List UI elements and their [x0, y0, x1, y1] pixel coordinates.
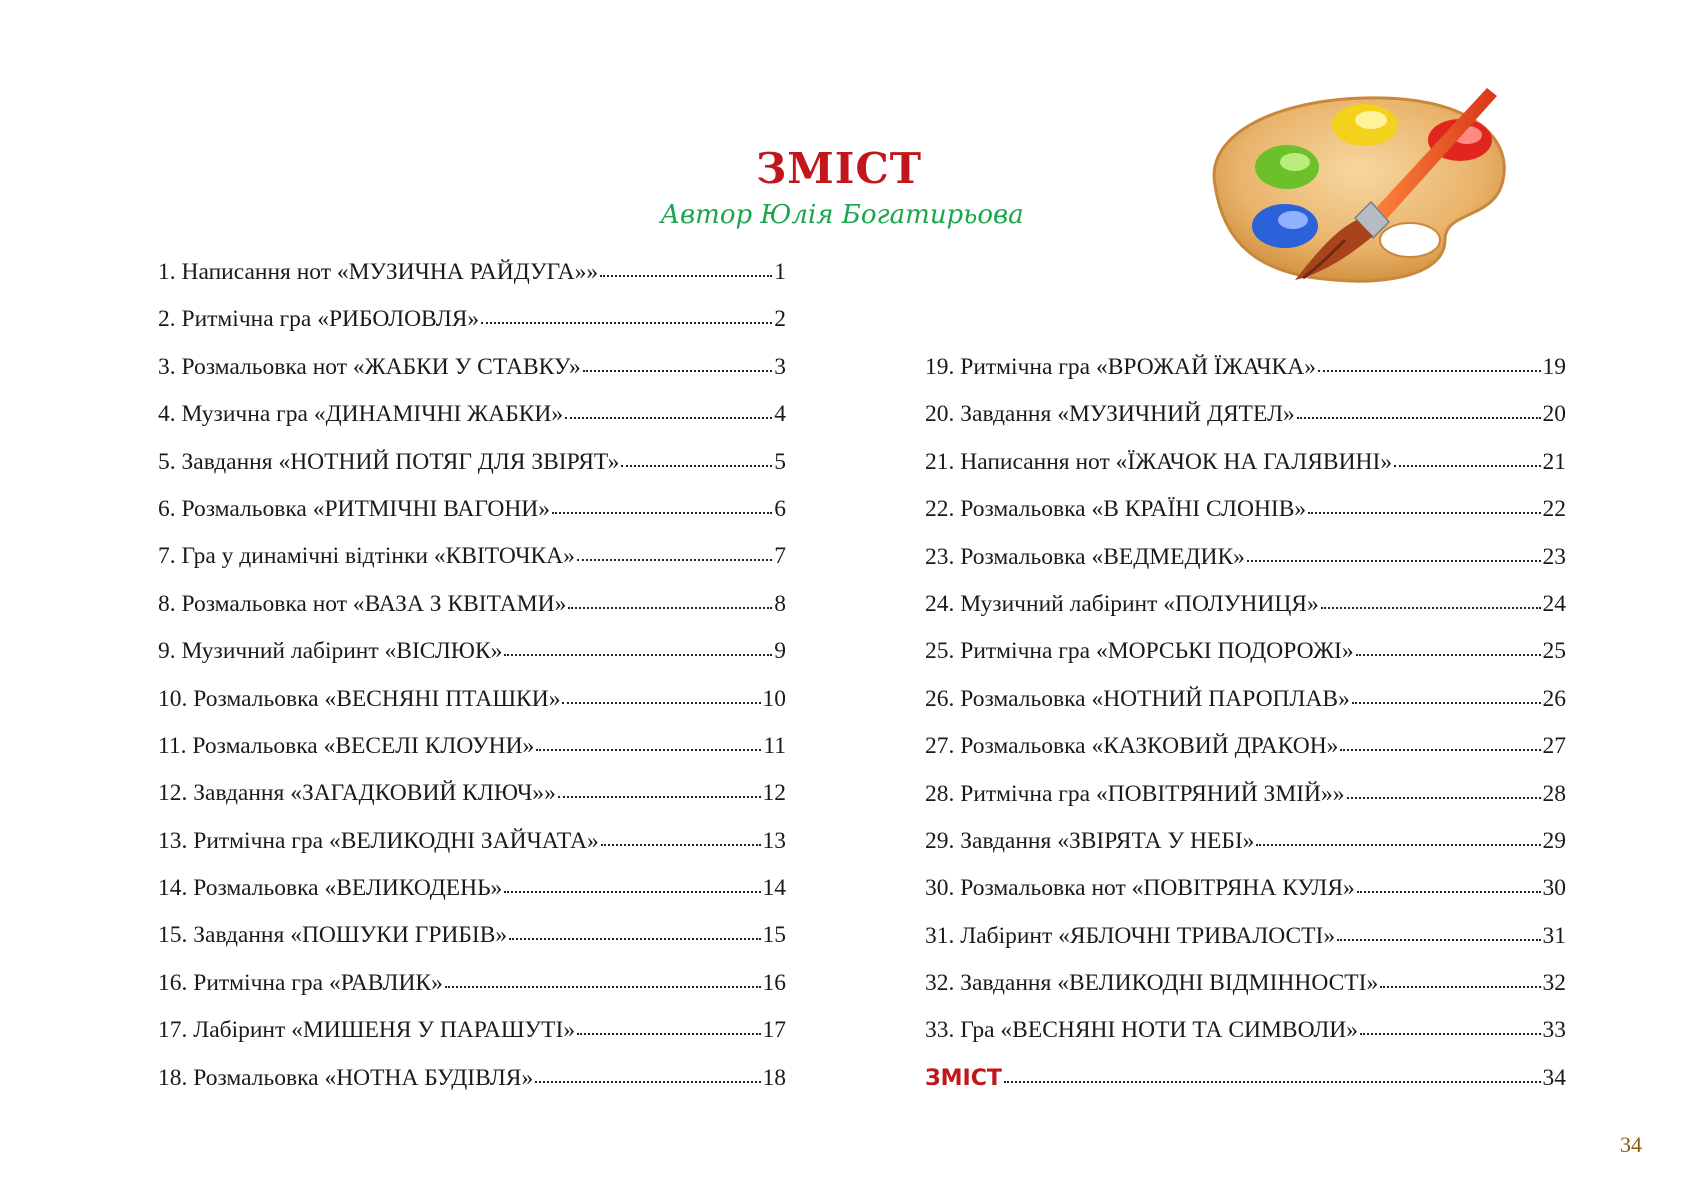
dot-leader — [558, 794, 761, 798]
dot-leader — [504, 652, 772, 656]
dot-leader — [577, 557, 772, 561]
dot-leader — [562, 700, 760, 704]
toc-entry-label: 28. Ритмічна гра «ПОВІТРЯНИЙ ЗМІЙ»» — [925, 780, 1345, 807]
dot-leader — [1347, 795, 1541, 799]
toc-entry-label: 16. Ритмічна гра «РАВЛИК» — [158, 969, 443, 996]
toc-entry-label: 3. Розмальовка нот «ЖАБКИ У СТАВКУ» — [158, 353, 581, 380]
toc-entry-label: ЗМІСТ — [925, 1065, 1002, 1091]
toc-entry — [158, 1065, 786, 1112]
dot-leader — [1318, 368, 1541, 372]
toc-entry-label: 14. Розмальовка «ВЕЛИКОДЕНЬ» — [158, 875, 503, 902]
toc-entry-page: 13 — [762, 827, 786, 854]
dot-leader — [536, 747, 761, 751]
toc-entry-page: 8 — [774, 590, 786, 617]
toc-entry-label: 4. Музична гра «ДИНАМІЧНІ ЖАБКИ» — [158, 401, 564, 428]
dot-leader — [509, 936, 760, 940]
toc-entry-label: 12. Завдання «ЗАГАДКОВИЙ КЛЮЧ»» — [158, 780, 556, 807]
toc-entry-page: 9 — [774, 638, 786, 665]
toc-entry-label: 26. Розмальовка «НОТНИЙ ПАРОПЛАВ» — [925, 685, 1350, 712]
toc-entry — [158, 401, 786, 448]
toc-entry-page: 6 — [774, 495, 786, 522]
dot-leader — [1256, 842, 1540, 846]
toc-entry-page: 30 — [1542, 875, 1566, 902]
toc-entry-page: 16 — [762, 969, 786, 996]
toc-entry — [925, 638, 1566, 685]
toc-entry-page: 1 — [774, 259, 786, 285]
toc-entry — [925, 875, 1566, 922]
toc-entry-page: 27 — [1542, 733, 1566, 760]
dot-leader — [1380, 984, 1540, 988]
dot-leader — [1394, 463, 1540, 467]
dot-leader — [1321, 605, 1541, 609]
toc-entry-page: 19 — [1542, 354, 1566, 380]
toc-entry-label: 9. Музичний лабіринт «ВІСЛЮК» — [158, 638, 503, 665]
toc-entry-label: 7. Гра у динамічні відтінки «КВІТОЧКА» — [158, 543, 575, 570]
toc-entry — [925, 591, 1566, 638]
toc-entry-label: 23. Розмальовка «ВЕДМЕДИК» — [925, 543, 1245, 570]
toc-entry-label: 1. Написання нот «МУЗИЧНА РАЙДУГА»» — [158, 259, 599, 285]
toc-entry-page: 22 — [1542, 496, 1566, 523]
toc-entry — [925, 970, 1566, 1017]
toc-entry-page: 7 — [774, 543, 786, 570]
dot-leader — [1356, 652, 1541, 656]
toc-entry-label: 30. Розмальовка нот «ПОВІТРЯНА КУЛЯ» — [925, 875, 1355, 902]
dot-leader — [445, 984, 761, 988]
toc-entry — [925, 544, 1566, 591]
dot-leader — [565, 415, 772, 419]
toc-entry-label: 32. Завдання «ВЕЛИКОДНІ ВІДМІННОСТІ» — [925, 970, 1379, 997]
toc-entry — [158, 780, 786, 827]
toc-entry-page: 26 — [1542, 685, 1566, 712]
toc-entry-label: 21. Написання нот «ЇЖАЧОК НА ГАЛЯВИНІ» — [925, 448, 1393, 475]
dot-leader — [552, 510, 772, 514]
toc-entry-page: 12 — [762, 780, 786, 807]
toc-entry-page: 21 — [1542, 448, 1566, 475]
page-number: 34 — [1620, 1132, 1642, 1157]
toc-entry-label: 19. Ритмічна гра «ВРОЖАЙ ЇЖАЧКА» — [925, 354, 1316, 380]
toc-entry-page: 18 — [762, 1064, 786, 1091]
toc-entry — [925, 781, 1566, 828]
dot-leader — [535, 1079, 760, 1083]
toc-entry — [158, 591, 786, 638]
dot-leader — [1340, 747, 1540, 751]
toc-entry — [158, 354, 786, 401]
toc-entry-page: 24 — [1542, 590, 1566, 617]
toc-entry — [158, 306, 786, 353]
toc-entry — [158, 496, 786, 543]
toc-entry-label: 20. Завдання «МУЗИЧНИЙ ДЯТЕЛ» — [925, 401, 1295, 428]
toc-entry-page: 4 — [774, 401, 786, 428]
toc-entry — [925, 923, 1566, 970]
toc-entry-page: 5 — [774, 448, 786, 475]
toc-entry-label: 13. Ритмічна гра «ВЕЛИКОДНІ ЗАЙЧАТА» — [158, 827, 599, 854]
toc-entry — [925, 828, 1566, 875]
dot-leader — [1297, 415, 1541, 419]
dot-leader — [1337, 937, 1540, 941]
toc-left-column — [158, 259, 786, 1112]
dot-leader — [601, 842, 761, 846]
toc-entry-label: 10. Розмальовка «ВЕСНЯНІ ПТАШКИ» — [158, 685, 561, 712]
toc-entry — [158, 828, 786, 875]
toc-entry — [925, 686, 1566, 733]
toc-entry — [925, 733, 1566, 780]
toc-entry — [158, 733, 786, 780]
toc-entry — [158, 638, 786, 685]
toc-entry — [158, 259, 786, 306]
dot-leader — [577, 1031, 760, 1035]
toc-entry-page: 20 — [1542, 401, 1566, 428]
toc-entry — [158, 970, 786, 1017]
toc-entry — [158, 875, 786, 922]
author-line: Автор Юлія Богатирьова — [660, 200, 1024, 230]
dot-leader — [568, 605, 772, 609]
toc-entry — [925, 496, 1566, 543]
toc-entry — [158, 922, 786, 969]
toc-entry-label: 27. Розмальовка «КАЗКОВИЙ ДРАКОН» — [925, 733, 1339, 760]
toc-entry — [925, 1065, 1566, 1112]
dot-leader — [1247, 558, 1541, 562]
toc-entry-label: 8. Розмальовка нот «ВАЗА З КВІТАМИ» — [158, 590, 567, 617]
toc-entry-page: 31 — [1542, 922, 1566, 949]
dot-leader — [621, 463, 772, 467]
toc-entry-label: 31. Лабіринт «ЯБЛОЧНІ ТРИВАЛОСТІ» — [925, 922, 1336, 949]
dot-leader — [481, 320, 772, 324]
toc-entry-page: 10 — [762, 685, 786, 712]
toc-entry-label: 2. Ритмічна гра «РИБОЛОВЛЯ» — [158, 306, 480, 333]
toc-entry — [925, 449, 1566, 496]
toc-entry-page: 2 — [774, 306, 786, 333]
toc-entry-page: 17 — [762, 1017, 786, 1044]
dot-leader — [1352, 700, 1541, 704]
dot-leader — [1360, 1031, 1540, 1035]
dot-leader — [1357, 889, 1541, 893]
dot-leader — [600, 273, 772, 277]
toc-entry-label: 29. Завдання «ЗВІРЯТА У НЕБІ» — [925, 827, 1255, 854]
dot-leader — [1004, 1079, 1541, 1083]
dot-leader — [583, 368, 772, 372]
toc-entry-label: 18. Розмальовка «НОТНА БУДІВЛЯ» — [158, 1064, 534, 1091]
toc-entry-page: 25 — [1542, 638, 1566, 665]
toc-entry-label: 15. Завдання «ПОШУКИ ГРИБІВ» — [158, 922, 508, 949]
toc-entry — [158, 449, 786, 496]
toc-entry-page: 33 — [1542, 1017, 1566, 1044]
toc-entry-page: 3 — [774, 353, 786, 380]
toc-entry-page: 11 — [763, 732, 786, 759]
toc-entry — [925, 354, 1566, 401]
paint-palette-with-brush-icon — [1195, 80, 1515, 302]
toc-right-column — [925, 354, 1566, 1112]
toc-entry-page: 32 — [1542, 970, 1566, 997]
dot-leader — [1308, 510, 1540, 514]
toc-entry-page: 14 — [762, 875, 786, 902]
toc-entry — [925, 401, 1566, 448]
toc-entry — [158, 543, 786, 590]
toc-entry — [158, 686, 786, 733]
toc-entry-page: 29 — [1542, 827, 1566, 854]
toc-entry-label: 5. Завдання «НОТНИЙ ПОТЯГ ДЛЯ ЗВІРЯТ» — [158, 448, 620, 475]
toc-entry-label: 25. Ритмічна гра «МОРСЬКІ ПОДОРОЖІ» — [925, 638, 1354, 665]
page-title: ЗМІСТ — [755, 144, 923, 193]
toc-entry-page: 34 — [1542, 1064, 1566, 1091]
toc-entry-label: 11. Розмальовка «ВЕСЕЛІ КЛОУНИ» — [158, 732, 535, 759]
toc-entry-label: 33. Гра «ВЕСНЯНІ НОТИ ТА СИМВОЛИ» — [925, 1017, 1359, 1044]
dot-leader — [504, 889, 760, 893]
toc-entry-page: 23 — [1542, 543, 1566, 570]
toc-entry-label: 22. Розмальовка «В КРАЇНІ СЛОНІВ» — [925, 496, 1307, 523]
toc-entry-label: 24. Музичний лабіринт «ПОЛУНИЦЯ» — [925, 590, 1319, 617]
toc-entry-page: 28 — [1542, 780, 1566, 807]
toc-entry-page: 15 — [762, 922, 786, 949]
toc-entry-label: 6. Розмальовка «РИТМІЧНІ ВАГОНИ» — [158, 495, 551, 522]
toc-entry — [925, 1017, 1566, 1064]
toc-entry-label: 17. Лабіринт «МИШЕНЯ У ПАРАШУТІ» — [158, 1017, 576, 1044]
toc-entry — [158, 1017, 786, 1064]
